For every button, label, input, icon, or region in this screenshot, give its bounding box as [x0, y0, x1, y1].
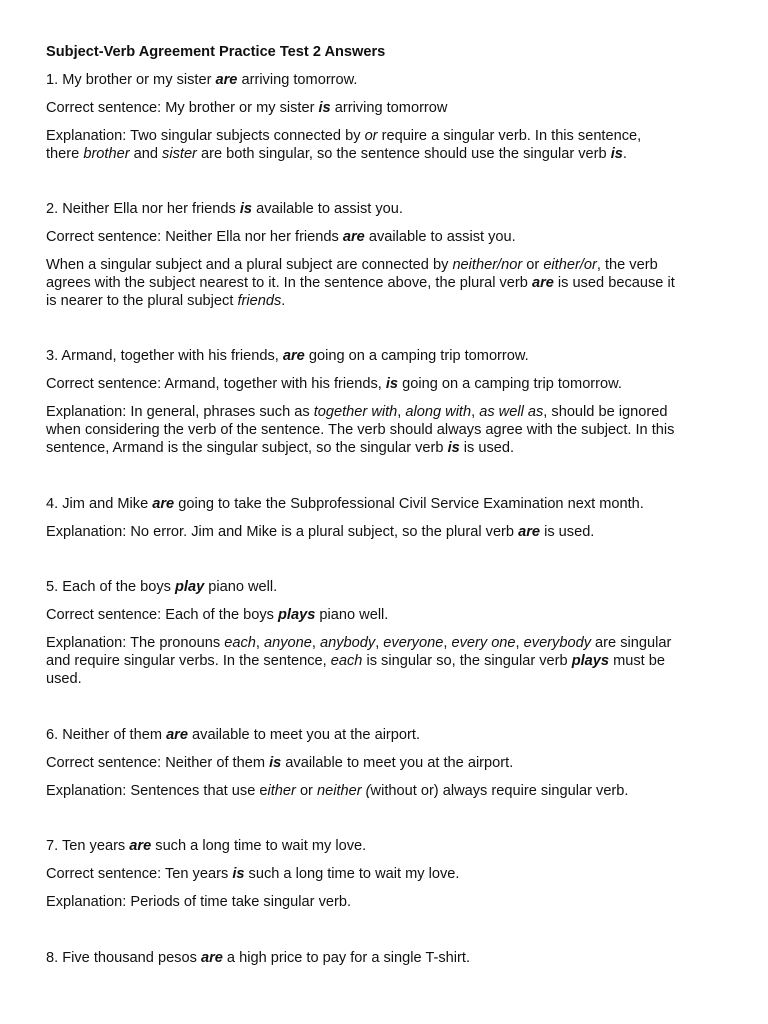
text-run: are both singular, so the sentence should use the singular verb [196, 146, 611, 162]
text-run: is used. [540, 524, 595, 540]
text-run: are singular [591, 635, 672, 651]
text-line [46, 256, 736, 274]
text-run: 7. Ten years [46, 838, 130, 854]
text-run: , [515, 635, 524, 651]
text-run: require a singular verb. In this sentence, [377, 128, 642, 144]
emphasized-verb: play [175, 579, 205, 595]
text-line [46, 99, 736, 117]
italic-term: along with [405, 404, 472, 420]
text-run: 6. Neither of them [46, 727, 167, 743]
text-line [46, 439, 736, 457]
text-run: , [255, 635, 264, 651]
text-run: , [397, 404, 406, 420]
text-run: used. [46, 671, 82, 687]
text-run: 8. Five thousand pesos [46, 950, 201, 966]
italic-term: neither/nor [452, 257, 523, 273]
text-run: Correct sentence: Armand, together with his friends, [46, 376, 386, 392]
text-run: , [443, 635, 452, 651]
text-run: 5. Each of the boys [46, 579, 175, 595]
text-run: Correct sentence: Neither of them [46, 755, 270, 771]
page-title: Subject-Verb Agreement Practice Test 2 Answers [46, 44, 386, 60]
text-run: Correct sentence: Ten years [46, 866, 233, 882]
italic-term: or [364, 128, 378, 144]
text-run: , the verb [596, 257, 658, 273]
text-line [46, 523, 736, 541]
text-line [46, 403, 736, 421]
italic-term: sister [162, 146, 197, 162]
italic-term: everyone [383, 635, 444, 651]
text-line [46, 949, 736, 967]
text-run: 3. Armand, together with his friends, [46, 348, 283, 364]
text-line [46, 228, 736, 246]
text-run: available to meet you at the airport. [187, 727, 420, 743]
italic-term: anyone [264, 635, 312, 651]
italic-term: each [330, 653, 363, 669]
italic-term: friends [237, 293, 282, 309]
emphasized-verb: are [152, 496, 175, 512]
text-run: Correct sentence: My brother or my sister [46, 100, 319, 116]
text-line [46, 754, 736, 772]
emphasized-verb: are [518, 524, 541, 540]
text-line [46, 292, 736, 310]
text-run: arriving tomorrow [330, 100, 448, 116]
text-run: and require singular verbs. In the sentence, [46, 653, 331, 669]
italic-term: everybody [523, 635, 591, 651]
text-run: must be [609, 653, 665, 669]
emphasized-verb: is [610, 146, 623, 162]
italic-term: neither ( [316, 783, 371, 799]
text-run: available to assist you. [364, 229, 516, 245]
text-run: there [46, 146, 84, 162]
text-line [46, 578, 736, 596]
text-run: such a long time to wait my love. [151, 838, 367, 854]
text-run: available to meet you at the airport. [281, 755, 514, 771]
italic-term: as well as [479, 404, 544, 420]
text-line [46, 274, 736, 292]
italic-term: anybody [320, 635, 376, 651]
emphasized-verb: are [282, 348, 305, 364]
text-run: , should be ignored [543, 404, 668, 420]
text-run: sentence, Armand is the singular subject, so the singular verb [46, 440, 448, 456]
text-run: 2. Neither Ella nor her friends [46, 201, 240, 217]
emphasized-verb: are [342, 229, 365, 245]
text-run: piano well. [315, 607, 389, 623]
text-run: , [311, 635, 320, 651]
italic-term: either/or [543, 257, 597, 273]
text-run: piano well. [204, 579, 278, 595]
italic-term: together with [313, 404, 398, 420]
text-run: going on a camping trip tomorrow. [398, 376, 622, 392]
text-run: Correct sentence: Neither Ella nor her friends [46, 229, 343, 245]
text-line [46, 837, 736, 855]
text-run: Explanation: No error. Jim and Mike is a plural subject, so the plural verb [46, 524, 519, 540]
text-run: is used. [459, 440, 515, 456]
text-line [46, 634, 736, 652]
text-line [46, 375, 736, 393]
text-line [46, 495, 736, 513]
text-run: is nearer to the plural subject [46, 293, 238, 309]
emphasized-verb: plays [278, 607, 316, 623]
italic-term: ither [267, 783, 296, 799]
emphasized-verb: is [232, 866, 245, 882]
emphasized-verb: is [318, 100, 331, 116]
text-run: is used because it [553, 275, 675, 291]
text-run: available to assist you. [252, 201, 403, 217]
emphasized-verb: plays [571, 653, 610, 669]
emphasized-verb: is [447, 440, 460, 456]
text-run: a high price to pay for a single T-shirt. [222, 950, 471, 966]
text-line [46, 652, 736, 670]
text-run: arriving tomorrow. [237, 72, 358, 88]
text-run: such a long time to wait my love. [244, 866, 460, 882]
text-run: Explanation: Two singular subjects connected by [46, 128, 365, 144]
text-line [46, 421, 736, 439]
emphasized-verb: is [269, 755, 282, 771]
text-run: when considering the verb of the sentence. The verb should always agree with the subject. In this [46, 422, 675, 438]
emphasized-verb: is [239, 201, 253, 217]
text-run: Explanation: Periods of time take singular verb. [46, 894, 352, 910]
text-run: 1. My brother or my sister [46, 72, 216, 88]
italic-term: each [224, 635, 256, 651]
text-line [46, 71, 736, 89]
text-run: without or) always require singular verb. [370, 783, 629, 799]
text-run: is singular so, the singular verb [362, 653, 572, 669]
text-run: . [622, 146, 627, 162]
text-run: 4. Jim and Mike [46, 496, 153, 512]
italic-term: brother [83, 146, 130, 162]
text-line [46, 782, 736, 800]
text-run: , [375, 635, 384, 651]
emphasized-verb: is [385, 376, 399, 392]
text-line [46, 726, 736, 744]
text-run: and [129, 146, 163, 162]
text-run: Explanation: The pronouns [46, 635, 225, 651]
italic-term: every one [451, 635, 516, 651]
text-run: or [522, 257, 544, 273]
text-run: . [281, 293, 286, 309]
text-line [46, 670, 736, 688]
text-run: Correct sentence: Each of the boys [46, 607, 279, 623]
text-run: or [295, 783, 317, 799]
emphasized-verb: are [531, 275, 554, 291]
text-line [46, 865, 736, 883]
emphasized-verb: are [166, 727, 188, 743]
text-run: going to take the Subprofessional Civil Service Examination next month. [174, 496, 644, 512]
text-line [46, 145, 736, 163]
text-run: , [471, 404, 480, 420]
emphasized-verb: are [215, 72, 238, 88]
text-run: going on a camping trip tomorrow. [304, 348, 529, 364]
text-line [46, 200, 736, 218]
text-run: Explanation: In general, phrases such as [46, 404, 314, 420]
text-run: agrees with the subject nearest to it. In the sentence above, the plural verb [46, 275, 532, 291]
text-line [46, 347, 736, 365]
text-run: When a singular subject and a plural subject are connected by [46, 257, 453, 273]
text-line [46, 606, 736, 624]
text-line [46, 127, 736, 145]
emphasized-verb: are [200, 950, 223, 966]
text-line [46, 893, 736, 911]
text-run: Explanation: Sentences that use e [46, 783, 268, 799]
emphasized-verb: are [129, 838, 152, 854]
